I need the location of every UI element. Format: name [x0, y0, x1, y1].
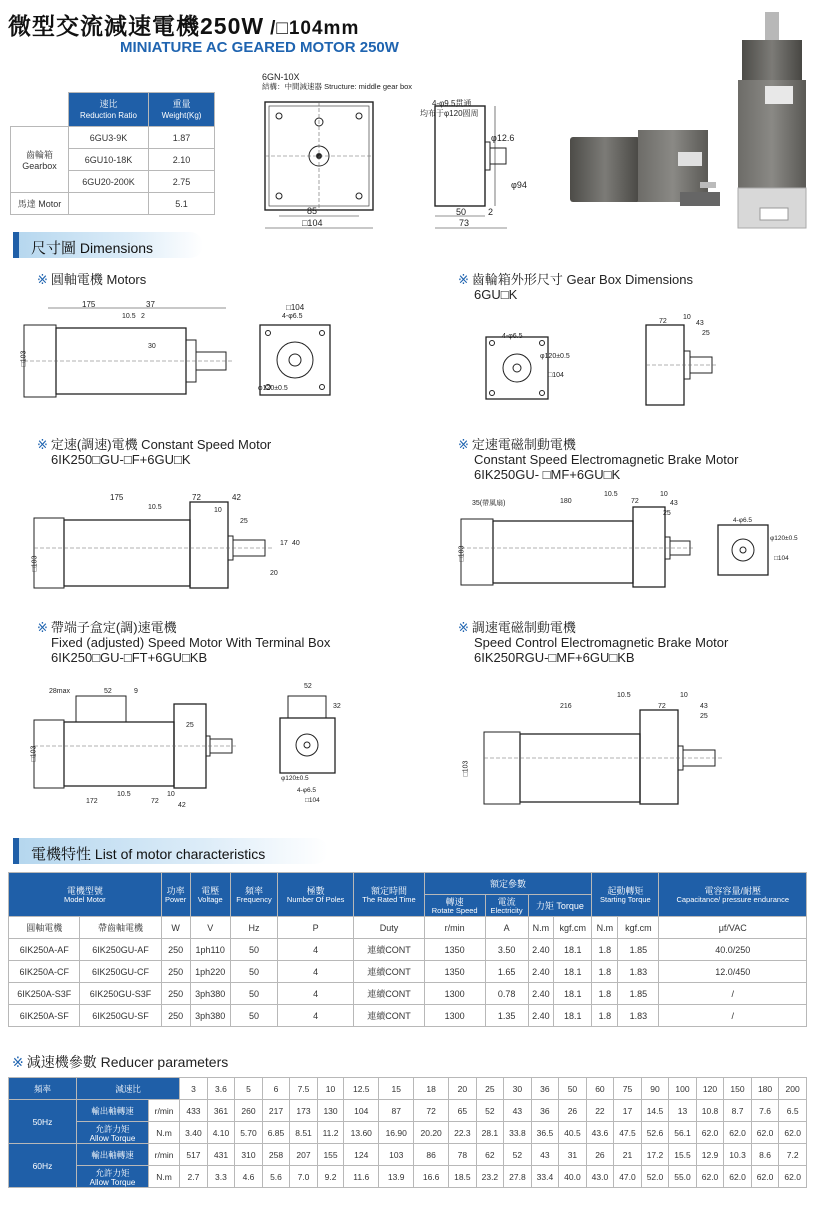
table-cell: 250: [161, 939, 190, 961]
unit-cell: 帶齒軸電機: [80, 917, 161, 939]
unit-cell: Duty: [354, 917, 425, 939]
dim-label: φ120±0.5: [770, 535, 798, 542]
units-row: [9, 917, 807, 939]
table-cell: 40.5: [559, 1122, 587, 1144]
table-cell: 18.1: [554, 939, 592, 961]
table-cell: 78: [449, 1144, 477, 1166]
table-cell: 13: [669, 1100, 697, 1122]
table-cell: 1350: [424, 939, 485, 961]
table-cell: 26: [586, 1144, 614, 1166]
ratio-cell: 12.5: [344, 1078, 379, 1100]
table-cell: 6GU20-200K: [69, 171, 149, 193]
unit-cell: r/min: [149, 1100, 180, 1122]
table-cell: 1.85: [618, 939, 659, 961]
table-cell: 18.1: [554, 961, 592, 983]
unit-cell: W: [161, 917, 190, 939]
table-cell: 3ph380: [190, 983, 230, 1005]
table-cell: 6IK250A-CF: [9, 961, 80, 983]
dim-label: 10.5: [122, 313, 136, 320]
dim-label: 10: [680, 692, 688, 699]
ratio-cell: 3.6: [207, 1078, 235, 1100]
ratio-cell: 120: [696, 1078, 724, 1100]
dim-label: 4-φ6.5: [733, 517, 753, 524]
table-cell: 2.40: [528, 961, 554, 983]
table-cell: 250: [161, 961, 190, 983]
title-size: /□104mm: [270, 18, 360, 39]
ratio-cell: 30: [504, 1078, 532, 1100]
ratio-cell: 150: [724, 1078, 752, 1100]
dim-label: 73: [459, 218, 470, 228]
table-cell: 62.0: [724, 1122, 752, 1144]
dim-label: 180: [560, 498, 572, 505]
dim-label: 均布于φ120圆周: [420, 109, 479, 118]
table-cell: 43.0: [586, 1166, 614, 1188]
table-cell: 20.20: [414, 1122, 449, 1144]
table-cell: 43: [531, 1144, 559, 1166]
table-row: [9, 983, 807, 1005]
dim-label: 10: [167, 791, 175, 798]
dim-label: 2: [488, 207, 494, 217]
table-cell: 8.7: [724, 1100, 752, 1122]
dim-label: 25: [240, 518, 248, 525]
dim-label: 32: [333, 703, 341, 710]
table-cell: 1.8: [592, 1005, 618, 1027]
table-cell: 22: [586, 1100, 614, 1122]
table-cell: 1300: [424, 1005, 485, 1027]
table-cell: 50: [230, 1005, 277, 1027]
ratio-cell: 10: [317, 1078, 344, 1100]
dim-label: 37: [146, 300, 155, 309]
ratio-cell: 100: [669, 1078, 697, 1100]
brake-motor-drawing: [455, 497, 800, 597]
reducer-parameters-table: 頻率 減速比 3 3.6 5 6 7.5 10 12.5 15 18 20 25 30 36 50 60 75 90 100 120 150 180 200 50Hz 輸出軸轉速 r/min 433 361 260 217 173 130 104 87 72 65 52 43 36 26 22 17 14.5 13 10.8 8.7 7.6 6.5 允許力矩 Allow Torque N.m 3.40 4.10 5.70 6.85 8.51 11.2 13.60 16.90 20.20 22.3 28.1 33.8 36.5 40.5 43.6 47.5 52.6 56.1 62.0 62.0 62.0 62.0 60Hz 輸出軸轉速 r/min 517 431 310 258 207 155 124 103 86 78 62 52 43 31 26 21 17.2 15.5 12.9 10.3 8.6 7.2 允許力矩 Allow Torque N.m 2.7 3.3 4.6 5.6 7.0 9.2 11.6 13.9 16.6 18.5 23.2 27.8 33.4 40.0 43.0 47.0 52.0 55.0 62.0 62.0 62.0 62.0: [8, 1077, 807, 1188]
ratio-cell: 180: [751, 1078, 779, 1100]
table-row: [9, 1100, 807, 1122]
freq-cell: 50Hz: [9, 1100, 77, 1144]
table-cell: 1.35: [485, 1005, 528, 1027]
table-cell: 31: [559, 1144, 587, 1166]
ratio-cell: 6: [262, 1078, 290, 1100]
table-cell: 104: [344, 1100, 379, 1122]
dim-label: φ120±0.5: [540, 353, 570, 360]
unit-cell: r/min: [424, 917, 485, 939]
table-cell: 55.0: [669, 1166, 697, 1188]
table-cell: 4: [278, 961, 354, 983]
ratio-cell: 5: [235, 1078, 263, 1100]
table-cell: 1.87: [149, 127, 215, 149]
dim-label: 10: [214, 507, 222, 514]
gearbox-label: 齒輪箱 Gearbox: [11, 127, 69, 193]
table-cell: 33.8: [504, 1122, 532, 1144]
table-cell: 連續CONT: [354, 939, 425, 961]
gearbox-model: 6GN-10X 結構：中間減速器 Structure: middle gear box: [262, 72, 413, 91]
dim-label: 42: [178, 802, 186, 809]
table-cell: 431: [207, 1144, 235, 1166]
table-cell: 18.1: [554, 1005, 592, 1027]
table-cell: 43.6: [586, 1122, 614, 1144]
unit-cell: Hz: [230, 917, 277, 939]
table-cell: 8.51: [290, 1122, 318, 1144]
table-cell: 2.75: [149, 171, 215, 193]
table-cell: 18.5: [449, 1166, 477, 1188]
table-cell: 連續CONT: [354, 1005, 425, 1027]
table-cell: 87: [379, 1100, 414, 1122]
dim-label: 10.5: [148, 504, 162, 511]
table-row: [9, 1144, 807, 1166]
table-cell: 6IK250A-AF: [9, 939, 80, 961]
unit-cell: P: [278, 917, 354, 939]
table-cell: 52.6: [641, 1122, 669, 1144]
table-cell: 4: [278, 983, 354, 1005]
table-cell: 2.10: [149, 149, 215, 171]
ratio-cell: 90: [641, 1078, 669, 1100]
table-cell: 72: [414, 1100, 449, 1122]
speed-brake-motor-label: ※ 調速電磁制動電機 Speed Control Electromagnetic Brake Motor 6IK250RGU-□MF+6GU□KB: [458, 620, 729, 665]
ratio-cell: 20: [449, 1078, 477, 1100]
table-cell: 33.4: [531, 1166, 559, 1188]
table-cell: 26: [559, 1100, 587, 1122]
table-cell: 8.6: [751, 1144, 779, 1166]
unit-cell: μf/VAC: [659, 917, 807, 939]
dim-label: □103: [30, 745, 38, 762]
table-cell: 1.65: [485, 961, 528, 983]
table-cell: 18.1: [554, 983, 592, 1005]
dim-label: 72: [658, 703, 666, 710]
table-cell: 5.6: [262, 1166, 290, 1188]
dim-label: φ120±0.5: [281, 775, 309, 782]
brake-motor-label: ※ 定速電磁制動電機 Constant Speed Electromagnetic Brake Motor 6IK250GU- □MF+6GU□K: [458, 437, 739, 482]
dim-label: 50: [456, 207, 467, 217]
table-cell: 50: [230, 983, 277, 1005]
table-cell: 3ph380: [190, 1005, 230, 1027]
gearbox-dim-label: ※ 齒輪箱外形尺寸 Gear Box Dimensions 6GU□K: [458, 272, 693, 302]
ratio-cell: 60: [586, 1078, 614, 1100]
table-cell: 62.0: [751, 1166, 779, 1188]
table-cell: 130: [317, 1100, 344, 1122]
table-cell: 207: [290, 1144, 318, 1166]
table-cell: 47.5: [614, 1122, 642, 1144]
table-cell: 52: [504, 1144, 532, 1166]
table-cell: 40.0/250: [659, 939, 807, 961]
unit-cell: kgf.cm: [618, 917, 659, 939]
table-cell: 12.0/450: [659, 961, 807, 983]
table-cell: 2.7: [180, 1166, 208, 1188]
table-cell: 1.8: [592, 983, 618, 1005]
table-cell: 4: [278, 1005, 354, 1027]
table-cell: 36: [531, 1100, 559, 1122]
table-cell: 2.40: [528, 1005, 554, 1027]
table-cell: 15.5: [669, 1144, 697, 1166]
table-cell: 62.0: [724, 1166, 752, 1188]
table-cell: 1.83: [618, 961, 659, 983]
dim-label: □103: [462, 760, 470, 777]
table-cell: 4.6: [235, 1166, 263, 1188]
dim-label: 20: [270, 570, 278, 577]
table-cell: 連續CONT: [354, 983, 425, 1005]
table-cell: 1.8: [592, 939, 618, 961]
table-cell: 62.0: [696, 1122, 724, 1144]
dim-label: □104: [305, 797, 320, 804]
unit-cell: N.m: [149, 1166, 180, 1188]
table-cell: 4.10: [207, 1122, 235, 1144]
dim-label: 4-φ6.5: [502, 333, 523, 340]
table-row: [9, 1005, 807, 1027]
table-cell: 28.1: [476, 1122, 504, 1144]
dim-label: 43: [670, 500, 678, 507]
unit-cell: N.m: [149, 1122, 180, 1144]
table-cell: 62.0: [751, 1122, 779, 1144]
table-cell: 6.5: [779, 1100, 807, 1122]
table-cell: 12.9: [696, 1144, 724, 1166]
ratio-cell: 18: [414, 1078, 449, 1100]
dim-label: □104: [548, 372, 564, 379]
table-cell: 217: [262, 1100, 290, 1122]
dim-label: 10.5: [604, 491, 618, 498]
table-row: [9, 1166, 807, 1188]
table-cell: /: [659, 1005, 807, 1027]
table-cell: 40.0: [559, 1166, 587, 1188]
constant-motor-drawing: [28, 490, 318, 600]
page-subtitle: MINIATURE AC GEARED MOTOR 250W: [120, 39, 399, 56]
table-cell: 1.83: [618, 1005, 659, 1027]
table-cell: 6IK250GU-AF: [80, 939, 161, 961]
dim-label: φ94: [511, 180, 527, 190]
dim-label: 40: [292, 540, 300, 547]
dim-label: 43: [700, 703, 708, 710]
table-cell: 62.0: [696, 1166, 724, 1188]
table-cell: 62.0: [779, 1122, 807, 1144]
table-cell: 43: [504, 1100, 532, 1122]
dim-label: 216: [560, 703, 572, 710]
weight-table: [10, 92, 215, 215]
table-cell: 124: [344, 1144, 379, 1166]
dim-label: 9: [134, 688, 138, 695]
table-cell: 17: [614, 1100, 642, 1122]
table-cell: 310: [235, 1144, 263, 1166]
dim-label: 72: [151, 798, 159, 805]
table-cell: 27.8: [504, 1166, 532, 1188]
dim-label: 25: [663, 510, 671, 517]
dim-label: 30: [148, 343, 156, 350]
table-cell: 1ph110: [190, 939, 230, 961]
table-cell: 1.8: [592, 961, 618, 983]
ratio-cell: 7.5: [290, 1078, 318, 1100]
gearbox-drawing: [255, 92, 525, 234]
unit-cell: N.m: [592, 917, 618, 939]
table-cell: 52: [476, 1100, 504, 1122]
table-cell: 56.1: [669, 1122, 697, 1144]
table-cell: 7.6: [751, 1100, 779, 1122]
table-cell: 361: [207, 1100, 235, 1122]
table-cell: 6IK250A-SF: [9, 1005, 80, 1027]
table-cell: 7.2: [779, 1144, 807, 1166]
table-cell: 10.3: [724, 1144, 752, 1166]
table-cell: 1300: [424, 983, 485, 1005]
dim-label: □104: [302, 218, 323, 228]
unit-cell: r/min: [149, 1144, 180, 1166]
freq-cell: 60Hz: [9, 1144, 77, 1188]
table-cell: 11.6: [344, 1166, 379, 1188]
dim-label: 4-φ6.5: [282, 313, 303, 320]
table-cell: 103: [379, 1144, 414, 1166]
dim-label: □104: [774, 555, 789, 562]
dim-label: 43: [696, 320, 704, 327]
table-cell: 6IK250GU-S3F: [80, 983, 161, 1005]
torque-label: 允許力矩 Allow Torque: [77, 1122, 149, 1144]
dim-label: 175: [110, 493, 124, 502]
table-cell: 7.0: [290, 1166, 318, 1188]
dim-label: 172: [86, 798, 98, 805]
table-row: [9, 939, 807, 961]
table-cell: 50: [230, 939, 277, 961]
table-cell: 65: [449, 1100, 477, 1122]
table-cell: 6IK250GU-SF: [80, 1005, 161, 1027]
table-cell: 22.3: [449, 1122, 477, 1144]
terminal-motor-label: ※ 帶端子盒定(調)速電機 Fixed (adjusted) Speed Motor With Terminal Box 6IK250□GU-□FT+6GU□KB: [37, 620, 331, 665]
dim-label: 42: [232, 493, 241, 502]
table-cell: 1.85: [618, 983, 659, 1005]
ratio-cell: 25: [476, 1078, 504, 1100]
table-cell: 5.70: [235, 1122, 263, 1144]
ratio-cell: 36: [531, 1078, 559, 1100]
weight-header-weight: 重量 Weight(Kg): [149, 93, 215, 127]
weight-header-ratio: 速比 Reduction Ratio: [69, 93, 149, 127]
dim-label: 85: [307, 206, 318, 216]
dim-label: 52: [104, 688, 112, 695]
speed-label: 輸出軸轉速: [77, 1100, 149, 1122]
motor-label: 馬達 Motor: [11, 193, 69, 215]
table-cell: 6IK250GU-CF: [80, 961, 161, 983]
table-cell: 10.8: [696, 1100, 724, 1122]
product-photo: [560, 12, 810, 237]
table-cell: 62.0: [779, 1166, 807, 1188]
table-cell: 155: [317, 1144, 344, 1166]
dim-label: 25: [186, 722, 194, 729]
table-cell: 11.2: [317, 1122, 344, 1144]
dim-label: □103: [20, 350, 28, 367]
dim-label: φ120±0.5: [258, 385, 288, 392]
dim-label: □103: [458, 545, 466, 562]
table-cell: 258: [262, 1144, 290, 1166]
table-cell: 86: [414, 1144, 449, 1166]
dim-label: 10.5: [617, 692, 631, 699]
motors-label: ※ 圓軸電機 Motors: [37, 272, 147, 287]
table-row: [9, 1122, 807, 1144]
ratio-cell: 3: [180, 1078, 208, 1100]
table-cell: 13.9: [379, 1166, 414, 1188]
unit-cell: kgf.cm: [554, 917, 592, 939]
ratio-cell: 200: [779, 1078, 807, 1100]
table-cell: 6.85: [262, 1122, 290, 1144]
table-cell: 2.40: [528, 939, 554, 961]
dim-label: 25: [702, 330, 710, 337]
unit-cell: 圓軸電機: [9, 917, 80, 939]
table-cell: 5.1: [149, 193, 215, 215]
table-cell: 250: [161, 983, 190, 1005]
table-cell: 433: [180, 1100, 208, 1122]
table-cell: 13.60: [344, 1122, 379, 1144]
table-cell: 62: [476, 1144, 504, 1166]
dim-label: 72: [631, 498, 639, 505]
table-cell: 3.50: [485, 939, 528, 961]
table-cell: 0.78: [485, 983, 528, 1005]
ratio-cell: 75: [614, 1078, 642, 1100]
table-cell: 3.3: [207, 1166, 235, 1188]
page-title: 微型交流減速電機250W /□104mm: [8, 13, 360, 39]
table-cell: 16.6: [414, 1166, 449, 1188]
table-cell: 23.2: [476, 1166, 504, 1188]
table-cell: 1ph220: [190, 961, 230, 983]
dimensions-section-header: 尺寸圖 Dimensions: [13, 232, 203, 258]
unit-cell: V: [190, 917, 230, 939]
dim-label: 52: [304, 683, 312, 690]
dim-label: □104: [286, 303, 305, 312]
dim-label: 72: [659, 318, 667, 325]
table-cell: 連續CONT: [354, 961, 425, 983]
dim-label: □103: [31, 555, 39, 572]
table-cell: 14.5: [641, 1100, 669, 1122]
table-cell: 17.2: [641, 1144, 669, 1166]
dim-label: 28max: [49, 688, 71, 695]
table-cell: 50: [230, 961, 277, 983]
table-cell: 36.5: [531, 1122, 559, 1144]
table-cell: 21: [614, 1144, 642, 1166]
table-cell: 260: [235, 1100, 263, 1122]
table-cell: 52.0: [641, 1166, 669, 1188]
dim-label: 4-φ9.5贯通: [432, 99, 472, 108]
table-cell: 9.2: [317, 1166, 344, 1188]
dim-label: 72: [192, 493, 201, 502]
dim-label: 10.5: [117, 791, 131, 798]
speed-label: 輸出軸轉速: [77, 1144, 149, 1166]
table-cell: 173: [290, 1100, 318, 1122]
table-cell: 16.90: [379, 1122, 414, 1144]
ratio-cell: 50: [559, 1078, 587, 1100]
speed-brake-motor-drawing: [478, 700, 788, 815]
dim-label: 35(帶風扇): [472, 500, 506, 507]
reducer-section-header: ※ 減速機參數 Reducer parameters: [12, 1054, 229, 1070]
dim-label: 175: [82, 300, 96, 309]
dim-label: 10: [660, 491, 668, 498]
unit-cell: N.m: [528, 917, 554, 939]
dim-label: 2: [141, 313, 145, 320]
table-cell: 47.0: [614, 1166, 642, 1188]
table-cell: 3.40: [180, 1122, 208, 1144]
table-cell: 1350: [424, 961, 485, 983]
constant-motor-label: ※ 定速(調速)電機 Constant Speed Motor 6IK250□GU-□F+6GU□K: [37, 437, 272, 467]
torque-label: 允許力矩 Allow Torque: [77, 1166, 149, 1188]
ratio-cell: 15: [379, 1078, 414, 1100]
dim-label: 25: [700, 713, 708, 720]
dim-label: 17: [280, 540, 288, 547]
dim-label: 4-φ6.5: [297, 787, 317, 794]
table-cell: 6GU10-18K: [69, 149, 149, 171]
unit-cell: A: [485, 917, 528, 939]
dim-label: 10: [683, 314, 691, 321]
characteristics-section-header: 電機特性 List of motor characteristics: [13, 838, 328, 864]
table-cell: 4: [278, 939, 354, 961]
table-cell: 517: [180, 1144, 208, 1166]
motor-characteristics-table: 電機型號 Model Motor 功率 Power 電壓 Voltage 頻率 Frequency 極數 Number Of Poles 額定時間 The Rated Time 額定參數 起動轉矩 Starting Torque 電容容量/耐壓 Capacitance/ pressure endurance 轉速 Rotate Speed 電流 Electricity 力矩 Torque 圓軸電機 帶齒軸電機 W V Hz P Duty r/min A N.m kgf.cm N.m kgf.cm μf/VAC 6IK250A-AF 6IK250GU-AF 250 1ph110 50 4 連續CONT 1350 3.50 2.40 18.1 1.8 1.85 40.0/250 6IK250A-CF 6IK250GU-CF 250 1ph220 50 4 連續CONT 1350 1.65 2.40 18.1 1.8 1.83 12.0/450 6IK250A-S3F 6IK250GU-S3F 250 3ph380 50 4 連續CONT 1300 0.78 2.40 18.1 1.8 1.85 / 6IK250A-SF 6IK250GU-SF 250 3ph380 50 4 連續CONT 1300 1.35 2.40 18.1 1.8 1.83 /: [8, 872, 807, 1027]
table-cell: 250: [161, 1005, 190, 1027]
table-row: [9, 961, 807, 983]
table-cell: 2.40: [528, 983, 554, 1005]
dim-label: φ12.6: [491, 133, 515, 143]
table-cell: 6IK250A-S3F: [9, 983, 80, 1005]
table-cell: 6GU3-9K: [69, 127, 149, 149]
table-cell: /: [659, 983, 807, 1005]
